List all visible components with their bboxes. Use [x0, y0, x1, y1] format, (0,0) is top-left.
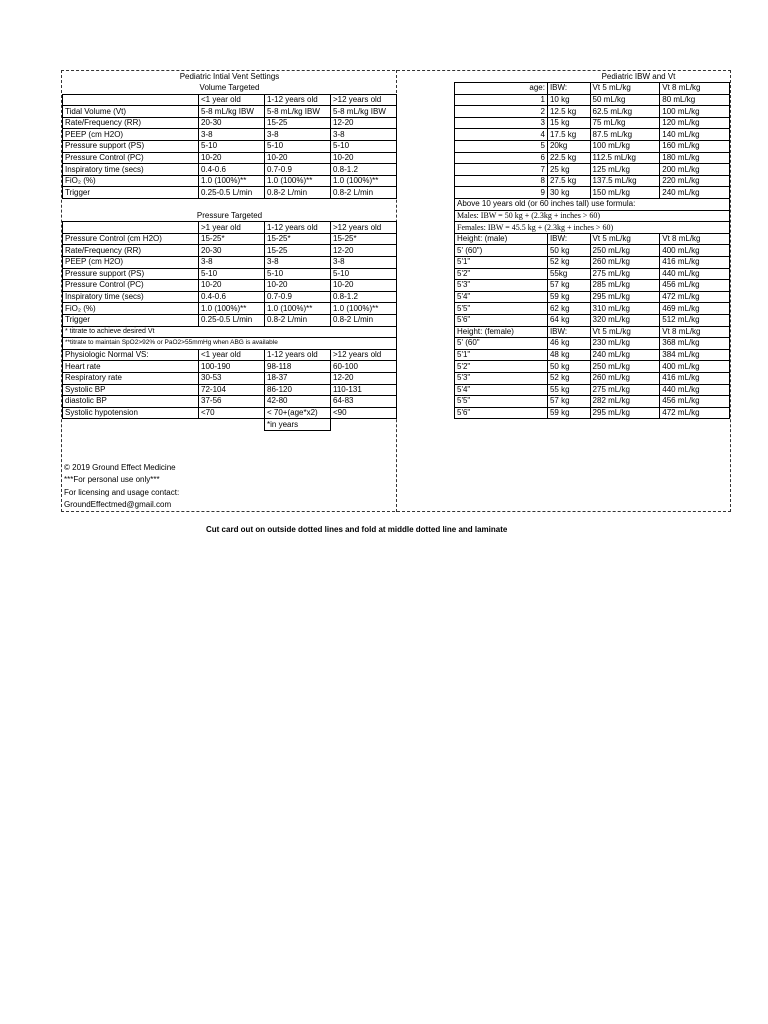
table-cell: 0.7-0.9: [265, 164, 331, 176]
table-cell: 10-20: [265, 280, 331, 292]
table-cell: 469 mL/kg: [660, 303, 730, 315]
table-cell: 8: [455, 175, 548, 187]
contact-email: GroundEffectmed@gmail.com: [64, 499, 172, 509]
table-row: [455, 268, 730, 280]
note-titrate-vt: * titrate to achieve desired Vt: [63, 326, 397, 338]
table-cell: 1.0 (100%)**: [331, 175, 397, 187]
table-cell: 125 mL/kg: [590, 164, 660, 176]
table-cell: 275 mL/kg: [590, 268, 660, 280]
table-cell: 62 kg: [547, 303, 590, 315]
table-cell: 400 mL/kg: [660, 361, 730, 373]
table-cell: 0.4-0.6: [199, 291, 265, 303]
table-row: [63, 396, 397, 408]
table-cell: 100 mL/kg: [590, 141, 660, 153]
table-cell: 15-25: [265, 117, 331, 129]
table-cell: 472 mL/kg: [660, 291, 730, 303]
table-cell: 9: [455, 187, 548, 199]
table-cell: 250 mL/kg: [590, 245, 660, 257]
table-cell: 7: [455, 164, 548, 176]
table-cell: 42-80: [265, 396, 331, 408]
vent-settings-table: [62, 71, 397, 431]
table-cell: Pressure Control (cm H2O): [63, 233, 199, 245]
table-cell: 5-8 mL/kg IBW: [199, 106, 265, 118]
table-cell: 18-37: [265, 372, 331, 384]
table-cell: FiO₂ (%): [63, 175, 199, 187]
formula-males: Males: IBW = 50 kg + (2.3kg + inches > 60): [455, 210, 730, 222]
table-row: [63, 268, 397, 280]
table-cell: 275 mL/kg: [590, 384, 660, 396]
table-row: [63, 314, 397, 326]
column-header: Vt 5 mL/kg: [590, 83, 660, 95]
table-cell: 416 mL/kg: [660, 372, 730, 384]
table-cell: 240 mL/kg: [660, 187, 730, 199]
table-cell: 0.25-0.5 L/min: [199, 187, 265, 199]
ibw-title: Pediatric IBW and Vt: [601, 71, 676, 81]
table-cell: 10-20: [331, 152, 397, 164]
table-cell: 5-8 mL/kg IBW: [331, 106, 397, 118]
table-cell: 50 mL/kg: [590, 94, 660, 106]
personal-use-note: ***For personal use only***: [64, 475, 160, 485]
column-header: IBW:: [547, 233, 590, 245]
table-cell: Rate/Frequency (RR): [63, 117, 199, 129]
female-height-rows: [455, 326, 730, 419]
table-cell: 15-25*: [265, 233, 331, 245]
table-cell: 12-20: [331, 117, 397, 129]
table-cell: diastolic BP: [63, 396, 199, 408]
table-cell: 5-10: [265, 268, 331, 280]
column-header: Vt 8 mL/kg: [660, 233, 730, 245]
table-cell: 20-30: [199, 245, 265, 257]
table-row: [455, 175, 730, 187]
table-cell: 400 mL/kg: [660, 245, 730, 257]
table-cell: 250 mL/kg: [590, 361, 660, 373]
table-cell: 3-8: [199, 129, 265, 141]
header-row: [455, 83, 730, 95]
table-cell: 100 mL/kg: [660, 106, 730, 118]
header-row: [63, 349, 397, 361]
table-cell: 295 mL/kg: [590, 291, 660, 303]
table-cell: 50 kg: [547, 245, 590, 257]
table-cell: 20-30: [199, 117, 265, 129]
table-cell: 456 mL/kg: [660, 396, 730, 408]
vitals-footnote: *in years: [265, 419, 331, 431]
table-row: [63, 106, 397, 118]
table-cell: 30 kg: [547, 187, 590, 199]
table-cell: 295 mL/kg: [590, 407, 660, 419]
table-cell: Rate/Frequency (RR): [63, 245, 199, 257]
table-cell: 80 mL/kg: [660, 94, 730, 106]
table-cell: 60-100: [331, 361, 397, 373]
volume-targeted-rows: [63, 94, 397, 198]
column-header: >12 years old: [331, 222, 397, 234]
column-header: age:: [455, 83, 548, 95]
table-row: [455, 384, 730, 396]
table-cell: 1.0 (100%)**: [199, 303, 265, 315]
table-cell: Pressure support (PS): [63, 268, 199, 280]
column-header: Physiologic Normal VS:: [63, 349, 199, 361]
table-row: [455, 117, 730, 129]
table-cell: 10-20: [199, 152, 265, 164]
header-row: [63, 94, 397, 106]
header-row: [63, 222, 397, 234]
table-cell: 2: [455, 106, 548, 118]
volume-targeted-header: Volume Targeted: [199, 83, 260, 93]
table-cell: 5-10: [331, 141, 397, 153]
table-cell: 15-25*: [331, 233, 397, 245]
table-row: [63, 280, 397, 292]
table-row: [455, 303, 730, 315]
table-cell: 1.0 (100%)**: [199, 175, 265, 187]
header-row: [455, 233, 730, 245]
table-cell: 50 kg: [547, 361, 590, 373]
table-cell: 5'2": [455, 268, 548, 280]
table-cell: 10-20: [265, 152, 331, 164]
table-cell: 46 kg: [547, 338, 590, 350]
table-cell: 37-56: [199, 396, 265, 408]
table-row: [455, 349, 730, 361]
table-cell: 48 kg: [547, 349, 590, 361]
table-cell: 180 mL/kg: [660, 152, 730, 164]
table-cell: 512 mL/kg: [660, 314, 730, 326]
table-cell: 320 mL/kg: [590, 314, 660, 326]
table-row: [63, 257, 397, 269]
table-cell: 456 mL/kg: [660, 280, 730, 292]
table-cell: 15 kg: [547, 117, 590, 129]
table-cell: 72-104: [199, 384, 265, 396]
table-cell: 15-25: [265, 245, 331, 257]
table-cell: 1.0 (100%)**: [265, 303, 331, 315]
table-row: [455, 187, 730, 199]
column-header: >1 year old: [199, 222, 265, 234]
table-cell: 0.8-2 L/min: [331, 314, 397, 326]
table-cell: 20kg: [547, 141, 590, 153]
table-cell: Pressure support (PS): [63, 141, 199, 153]
table-cell: Inspiratory time (secs): [63, 291, 199, 303]
table-row: [455, 280, 730, 292]
table-cell: 75 mL/kg: [590, 117, 660, 129]
column-header: IBW:: [547, 83, 590, 95]
table-row: [455, 152, 730, 164]
table-cell: 5: [455, 141, 548, 153]
table-cell: <90: [331, 407, 397, 419]
table-cell: Trigger: [63, 187, 199, 199]
table-cell: 5-10: [199, 141, 265, 153]
column-header: 1-12 years old: [265, 349, 331, 361]
table-cell: 100-190: [199, 361, 265, 373]
table-row: [63, 175, 397, 187]
table-cell: 22.5 kg: [547, 152, 590, 164]
table-cell: PEEP (cm H2O): [63, 257, 199, 269]
table-cell: 1.0 (100%)**: [265, 175, 331, 187]
table-cell: 260 mL/kg: [590, 257, 660, 269]
table-cell: 5'3": [455, 280, 548, 292]
table-row: [63, 117, 397, 129]
formula-females: Females: IBW = 45.5 kg + (2.3kg + inches > 60): [455, 222, 730, 234]
table-row: [455, 314, 730, 326]
table-row: [63, 407, 397, 419]
table-row: [63, 187, 397, 199]
table-row: [455, 164, 730, 176]
table-cell: 112.5 mL/kg: [590, 152, 660, 164]
table-cell: 10-20: [331, 280, 397, 292]
table-cell: 5'4": [455, 291, 548, 303]
table-cell: 55kg: [547, 268, 590, 280]
table-cell: Tidal Volume (Vt): [63, 106, 199, 118]
table-cell: 59 kg: [547, 291, 590, 303]
table-cell: 5'6": [455, 407, 548, 419]
table-cell: 59 kg: [547, 407, 590, 419]
column-header: [63, 222, 199, 234]
table-cell: 160 mL/kg: [660, 141, 730, 153]
age-ibw-rows: [455, 83, 730, 199]
table-cell: Trigger: [63, 314, 199, 326]
table-cell: 3: [455, 117, 548, 129]
table-cell: 12-20: [331, 372, 397, 384]
copyright: © 2019 Ground Effect Medicine: [64, 463, 176, 472]
table-cell: 200 mL/kg: [660, 164, 730, 176]
table-row: [455, 106, 730, 118]
column-header: 1-12 years old: [265, 94, 331, 106]
table-cell: 440 mL/kg: [660, 384, 730, 396]
table-cell: 52 kg: [547, 372, 590, 384]
column-header: >12 years old: [331, 349, 397, 361]
table-cell: 30-53: [199, 372, 265, 384]
table-cell: 5'1": [455, 349, 548, 361]
table-cell: 57 kg: [547, 280, 590, 292]
vital-signs-rows: [63, 349, 397, 419]
table-cell: 10-20: [199, 280, 265, 292]
table-cell: 3-8: [265, 257, 331, 269]
column-header: 1-12 years old: [265, 222, 331, 234]
table-row: [455, 94, 730, 106]
table-row: [63, 361, 397, 373]
table-cell: Heart rate: [63, 361, 199, 373]
table-row: [455, 338, 730, 350]
table-cell: 110-131: [331, 384, 397, 396]
table-cell: Respiratory rate: [63, 372, 199, 384]
table-row: [455, 407, 730, 419]
table-cell: 0.8-2 L/min: [265, 314, 331, 326]
table-cell: 12-20: [331, 245, 397, 257]
table-cell: 52 kg: [547, 257, 590, 269]
table-cell: 282 mL/kg: [590, 396, 660, 408]
table-cell: 98-118: [265, 361, 331, 373]
table-cell: 1.0 (100%)**: [331, 303, 397, 315]
table-cell: 5'4": [455, 384, 548, 396]
table-row: [63, 141, 397, 153]
table-cell: 1: [455, 94, 548, 106]
table-row: [455, 257, 730, 269]
table-cell: 10 kg: [547, 94, 590, 106]
table-row: [63, 233, 397, 245]
table-row: [455, 245, 730, 257]
table-cell: 5-10: [265, 141, 331, 153]
column-header: IBW:: [547, 326, 590, 338]
table-cell: 3-8: [331, 129, 397, 141]
table-cell: 310 mL/kg: [590, 303, 660, 315]
table-cell: 3-8: [199, 257, 265, 269]
table-cell: 285 mL/kg: [590, 280, 660, 292]
table-cell: 64-83: [331, 396, 397, 408]
table-cell: 87.5 mL/kg: [590, 129, 660, 141]
table-row: [63, 245, 397, 257]
table-row: [455, 141, 730, 153]
table-row: [455, 291, 730, 303]
table-cell: 55 kg: [547, 384, 590, 396]
column-header: Height: (male): [455, 233, 548, 245]
column-header: [63, 94, 199, 106]
pressure-targeted-header: Pressure Targeted: [196, 210, 263, 220]
table-row: [455, 129, 730, 141]
table-cell: 64 kg: [547, 314, 590, 326]
column-header: Vt 8 mL/kg: [660, 326, 730, 338]
table-cell: 12.5 kg: [547, 106, 590, 118]
male-height-rows: [455, 233, 730, 326]
table-cell: 6: [455, 152, 548, 164]
table-cell: 5'6": [455, 314, 548, 326]
table-cell: 5'1": [455, 257, 548, 269]
table-cell: 5'3": [455, 372, 548, 384]
table-cell: 5' (60": [455, 338, 548, 350]
table-cell: 416 mL/kg: [660, 257, 730, 269]
table-row: [63, 384, 397, 396]
column-header: Vt 5 mL/kg: [590, 326, 660, 338]
header-row: [455, 326, 730, 338]
table-cell: 5'5": [455, 396, 548, 408]
table-cell: Pressure Control (PC): [63, 152, 199, 164]
table-row: [455, 361, 730, 373]
table-row: [63, 152, 397, 164]
table-cell: 440 mL/kg: [660, 268, 730, 280]
column-header: >12 years old: [331, 94, 397, 106]
table-cell: 3-8: [265, 129, 331, 141]
pressure-targeted-rows: [63, 222, 397, 326]
note-titrate-spo2: **titrate to maintain SpO2>92% or PaO2>55mmHg when ABG is available: [63, 338, 397, 350]
table-cell: 368 mL/kg: [660, 338, 730, 350]
column-header: Height: (female): [455, 326, 548, 338]
table-cell: 0.8-1.2: [331, 291, 397, 303]
table-cell: 384 mL/kg: [660, 349, 730, 361]
table-cell: 5-8 mL/kg IBW: [265, 106, 331, 118]
table-cell: 0.8-2 L/min: [331, 187, 397, 199]
formula-intro: Above 10 years old (or 60 inches tall) use formula:: [455, 199, 730, 211]
column-header: <1 year old: [199, 349, 265, 361]
table-cell: 4: [455, 129, 548, 141]
table-cell: 220 mL/kg: [660, 175, 730, 187]
table-cell: 17.5 kg: [547, 129, 590, 141]
table-cell: 140 mL/kg: [660, 129, 730, 141]
table-cell: 240 mL/kg: [590, 349, 660, 361]
table-cell: Inspiratory time (secs): [63, 164, 199, 176]
licensing-note: For licensing and usage contact:: [64, 487, 180, 497]
table-cell: PEEP (cm H2O): [63, 129, 199, 141]
column-header: Vt 5 mL/kg: [590, 233, 660, 245]
table-cell: FiO₂ (%): [63, 303, 199, 315]
table-cell: 3-8: [331, 257, 397, 269]
instructions-caption: Cut card out on outside dotted lines and fold at middle dotted line and laminate: [206, 525, 508, 534]
table-cell: 5-10: [199, 268, 265, 280]
column-header: <1 year old: [199, 94, 265, 106]
table-cell: 120 mL/kg: [660, 117, 730, 129]
table-cell: 0.8-2 L/min: [265, 187, 331, 199]
column-header: Vt 8 mL/kg: [660, 83, 730, 95]
footer-block: [64, 462, 179, 511]
table-cell: 0.25-0.5 L/min: [199, 314, 265, 326]
table-cell: 0.8-1.2: [331, 164, 397, 176]
table-cell: Systolic BP: [63, 384, 199, 396]
table-row: [63, 164, 397, 176]
ibw-vt-table: [454, 71, 730, 419]
table-cell: Systolic hypotension: [63, 407, 199, 419]
table-cell: 0.7-0.9: [265, 291, 331, 303]
table-row: [63, 291, 397, 303]
table-cell: 5'2": [455, 361, 548, 373]
vent-settings-title: Pediatric Intial Vent Settings: [179, 71, 280, 81]
table-cell: 230 mL/kg: [590, 338, 660, 350]
table-cell: 27.5 kg: [547, 175, 590, 187]
table-cell: < 70+(age*x2): [265, 407, 331, 419]
table-row: [63, 372, 397, 384]
table-cell: 15-25*: [199, 233, 265, 245]
table-cell: 5'5": [455, 303, 548, 315]
table-cell: 57 kg: [547, 396, 590, 408]
table-cell: 260 mL/kg: [590, 372, 660, 384]
table-row: [455, 372, 730, 384]
table-cell: 5' (60"): [455, 245, 548, 257]
table-cell: 86-120: [265, 384, 331, 396]
table-cell: 5-10: [331, 268, 397, 280]
table-cell: <70: [199, 407, 265, 419]
table-cell: 137.5 mL/kg: [590, 175, 660, 187]
table-row: [455, 396, 730, 408]
table-row: [63, 129, 397, 141]
table-cell: Pressure Control (PC): [63, 280, 199, 292]
table-cell: 25 kg: [547, 164, 590, 176]
table-cell: 472 mL/kg: [660, 407, 730, 419]
table-row: [63, 303, 397, 315]
table-cell: 150 mL/kg: [590, 187, 660, 199]
table-cell: 62.5 mL/kg: [590, 106, 660, 118]
table-cell: 0.4-0.6: [199, 164, 265, 176]
